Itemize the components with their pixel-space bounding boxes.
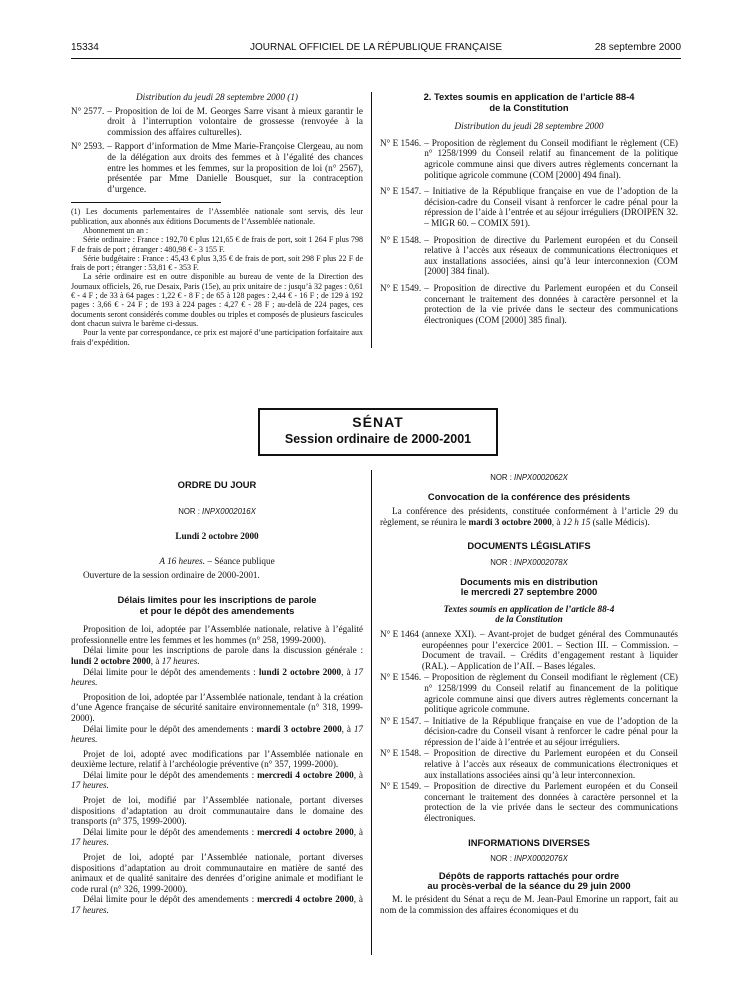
document-number: N° E 1546. <box>380 137 422 148</box>
document-text: – Initiative de la République française en vue de l’adoption de la décision-cadre du Conseil visant à renforcer le cadre pénal pour la répression de l’aide à l’entrée et au séjour irréguliers (DROIPEN 32. – MIGR 60. – COMIX 591). <box>424 186 678 228</box>
top-right-column <box>380 92 678 329</box>
amendment-deadline <box>71 770 363 791</box>
deadline-label: Délai limite pour le dépôt des amendements : <box>83 826 258 837</box>
nor-code: INPX0002078X <box>514 557 568 567</box>
convocation-date: mardi 3 octobre 2000 <box>468 516 552 527</box>
document-number: N° 2577. <box>71 105 105 116</box>
running-header <box>71 42 681 58</box>
nor-code: INPX0002076X <box>514 854 568 864</box>
footnote-line: (1) Les documents parlementaires de l’Assemblée nationale sont servis, dès leur publication, aux abonnés aux éditions Documents de l’Assemblée nationale. <box>71 207 363 226</box>
nor-code: INPX0002062X <box>514 473 568 482</box>
deadline-date: mardi 3 octobre 2000 <box>256 723 342 734</box>
convocation-sep: , à <box>551 516 563 527</box>
texts-heading: Textes soumis en application de l’article 88-4 <box>443 603 615 614</box>
document-item <box>380 283 678 325</box>
footnote <box>71 207 363 346</box>
deadlines-heading-line2: et pour le dépôt des amendements <box>139 604 295 616</box>
document-item <box>380 138 678 180</box>
bill-description: Projet de loi, adopté par l’Assemblée nationale, portant diverses dispositions d’adaptation au droit communautaire en matière de santé des animaux et de qualité sanitaire des denrées d’origine animale et modifiant le code rural (n° 326, 1999-2000). <box>71 852 363 894</box>
legislative-documents-heading: DOCUMENTS LÉGISLATIFS <box>467 540 591 552</box>
document-number: N° E 1546. <box>380 672 422 683</box>
page-number: 15334 <box>71 42 99 53</box>
document-item <box>380 716 678 748</box>
deadline-sep: , à <box>341 723 354 734</box>
deadlines-heading: Délais limites pour les inscriptions de parole <box>117 593 317 605</box>
documents-distributed-date: le mercredi 27 septembre 2000 <box>460 586 598 598</box>
amendment-deadline <box>71 667 363 688</box>
deadline-sep: , à <box>353 769 364 780</box>
ordre-du-jour-title: ORDRE DU JOUR <box>177 479 257 490</box>
nor-reference <box>380 473 678 484</box>
document-text: – Proposition de directive du Parlement européen et du Conseil concernant le traitement des données à caractère personnel et la protection de la vie privée dans le secteur des communications électroniques (COM [2000] 385 final). <box>424 282 678 325</box>
document-item <box>71 106 363 138</box>
document-number: N° E 1549. <box>380 781 422 792</box>
deadline-sep: , à <box>341 666 354 677</box>
top-left-column <box>71 92 363 347</box>
footnote-line: Pour la vente par correspondance, ce prix est majoré d’une participation forfaitaire aux frais d’expédition. <box>71 328 363 347</box>
document-text: – Initiative de la République française en vue de l’adoption de la décision-cadre du Conseil visant à renforcer le cadre pénal pour la répression de l’aide à l’entrée et au séjour irréguliers. <box>424 715 678 747</box>
texts-heading-line2: de la Constitution <box>495 614 563 625</box>
document-item <box>380 748 678 780</box>
convocation-heading: Convocation de la conférence des présidents <box>427 490 631 502</box>
document-text: – Proposition de loi de M. Georges Sarre visant à mieux garantir le droit à l’interruption volontaire de grossesse (renvoyée à la commission des affaires culturelles). <box>107 105 363 137</box>
distribution-heading: Distribution du jeudi 28 septembre 2000 (1) <box>136 92 298 102</box>
amendment-deadline <box>71 724 363 745</box>
document-item <box>380 781 678 823</box>
deadline-hour: 17 heures. <box>71 780 109 791</box>
documents-distributed-heading: Documents mis en distribution <box>460 575 598 587</box>
deadline-date: lundi 2 octobre 2000 <box>71 655 151 666</box>
sitting-type: – Séance publique <box>205 555 275 566</box>
footnote-line: Série budgétaire : France : 45,43 € plus 3,35 € de frais de port, soit 298 F plus 22 F de frais de port ; étranger : 53,81 € - 353 F. <box>71 253 363 273</box>
nor-reference <box>380 854 678 865</box>
deadline-date: mercredi 4 octobre 2000 <box>257 769 354 780</box>
deadline-label: Délai limite pour le dépôt des amendements : <box>83 666 259 677</box>
amendment-deadline <box>71 827 363 848</box>
reports-heading: Dépôts de rapports rattachés pour ordre <box>438 869 620 881</box>
session-opening: Ouverture de la session ordinaire de 2000-2001. <box>83 570 260 581</box>
speaking-deadline <box>71 645 363 666</box>
miscellaneous-heading: INFORMATIONS DIVERSES <box>468 836 590 848</box>
section-heading-line2: de la Constitution <box>489 101 569 113</box>
deadline-date: mercredi 4 octobre 2000 <box>257 894 354 905</box>
header-rule <box>71 58 681 59</box>
bottom-column-divider <box>371 470 372 955</box>
document-item <box>380 235 678 277</box>
deadline-label: Délai limite pour le dépôt des amendements : <box>83 894 258 905</box>
nor-reference <box>71 507 363 518</box>
journal-title: JOURNAL OFFICIEL DE LA RÉPUBLIQUE FRANÇAISE <box>249 42 503 53</box>
deadline-hour: 17 heures. <box>71 905 109 915</box>
document-number: N° 2593. <box>71 141 105 152</box>
nor-label: NOR : <box>490 854 515 864</box>
document-number: N° E 1547. <box>380 186 422 197</box>
deadline-sep: , à <box>353 826 364 837</box>
deadline-date: mercredi 4 octobre 2000 <box>257 826 354 837</box>
document-number: N° E 1464 <box>380 628 419 639</box>
nor-code: INPX0002016X <box>202 506 256 516</box>
nor-reference <box>380 558 678 569</box>
footnote-rule <box>71 202 221 203</box>
convocation-body: La conférence des présidents, constituée conformément à l’article 29 du règlement, se réunira le <box>380 506 678 527</box>
document-number: N° E 1547. <box>380 715 422 726</box>
section-heading: 2. Textes soumis en application de l’article 88-4 <box>423 91 635 102</box>
bill-description: Projet de loi, modifié par l’Assemblée nationale, portant diverses dispositions d’adaptation au droit communautaire dans le domaine des transports (n° 375, 1999-2000). <box>71 795 363 827</box>
sitting-time <box>71 556 363 567</box>
document-text: – Proposition de règlement du Conseil modifiant le règlement (CE) n° 1258/1999 du Conseil relatif au financement de la politique agricole commune ainsi que divers autres règlements concernant la politique agricole commune (COM [2000] 494 final). <box>424 137 678 180</box>
convocation-text <box>380 506 678 527</box>
nor-label: NOR : <box>178 506 203 516</box>
right-column <box>380 473 678 915</box>
bill-description: Proposition de loi, adoptée par l’Assemblée nationale, tendant à la création d’une Agence française de sécurité sanitaire environnementale (n° 318, 1999-2000). <box>71 691 363 723</box>
senat-title: SÉNAT <box>352 414 404 430</box>
distribution-heading: Distribution du jeudi 28 septembre 2000 <box>454 121 604 132</box>
nor-label: NOR : <box>490 557 515 567</box>
bill-description: Proposition de loi, adoptée par l’Assemblée nationale, relative à l’égalité professionnelle entre les femmes et les hommes (n° 258, 1999-2000). <box>71 624 363 645</box>
deadline-hour: 17 heures. <box>71 837 109 848</box>
footnote-line: Série ordinaire : France : 192,70 € plus 121,65 € de frais de port, soit 1 264 F plus 798 F de frais de port ; étranger : 480,98 € - 3 155 F. <box>71 235 363 254</box>
deadline-sep: , à <box>353 894 364 905</box>
document-number: N° E 1548. <box>380 234 422 245</box>
document-text: (annexe XXI). – Avant-projet de budget général des Communautés européennes pour l’exercice 2001. – Section III. – Commission. – Document de travail. – Crédits d’engagement restant à liquider (RAL). – Application de l’AII. – Bases légales. <box>421 628 678 671</box>
session-title: Session ordinaire de 2000-2001 <box>284 432 472 446</box>
ordre-du-jour-column <box>71 480 363 916</box>
deadline-hour: 17 heures. <box>161 655 200 666</box>
issue-date: 28 septembre 2000 <box>594 42 681 53</box>
bill-description: Projet de loi, adopté avec modifications par l’Assemblée nationale en deuxième lecture, relatif à l’archéologie préventive (n° 357, 1999-2000). <box>71 748 363 770</box>
reports-heading-line2: au procès-verbal de la séance du 29 juin 2000 <box>427 880 631 892</box>
document-text: – Proposition de directive du Parlement européen et du Conseil concernant le traitement des données à caractère personnel et la protection de la vie privée dans le secteur des communications électroniques. <box>424 781 678 824</box>
senat-title-box <box>258 408 498 456</box>
convocation-hour: 12 h 15 <box>562 516 591 527</box>
deadline-label: Délai limite pour le dépôt des amendements : <box>83 769 258 780</box>
document-item <box>380 629 678 671</box>
document-text: – Proposition de directive du Parlement européen et du Conseil relative à l’accès aux réseaux de communications électroniques et aux installations associées ainsi qu’à leur interconnexion. <box>424 748 678 780</box>
document-text: – Proposition de règlement du Conseil modifiant le règlement (CE) n° 1258/1999 du Conseil relatif au financement de la politique agricole commune ainsi que divers autres règlements concernant la politique agricole commune. <box>424 672 678 715</box>
document-text: – Proposition de directive du Parlement européen et du Conseil relative à l’accès aux réseaux de communications électroniques et aux installations associées, ainsi qu’à leur interconnexion (COM [2000] 384 final). <box>424 234 678 277</box>
document-number: N° E 1549. <box>380 282 422 293</box>
footnote-line: Abonnement un an : <box>83 225 149 235</box>
top-column-divider <box>371 92 372 348</box>
deadline-hour: 17 heures. <box>71 666 364 688</box>
convocation-place: (salle Médicis). <box>590 516 650 527</box>
deadline-date: lundi 2 octobre 2000 <box>258 666 342 677</box>
deadline-sep: , à <box>150 655 162 666</box>
sitting-date: Lundi 2 octobre 2000 <box>175 531 259 542</box>
sitting-hour: A 16 heures. <box>159 555 206 566</box>
document-item <box>380 186 678 228</box>
footnote-line: La série ordinaire est en outre disponible au bureau de vente de la Direction des Journaux officiels, 26, rue Desaix, Paris (15e), au prix unitaire de : jusqu’à 32 pages : 0,61 € - 4 F ; de 33 à 64 pages : 1,22 € - 8 F ; de 65 à 128 pages : 2,44 € - 16 F ; de 129 à 192 pages : 3,66 € - 24 F ; de 193 à 224 pages : 4,27 € - 28 F ; au-delà de 224 pages, ces documents seront considérés comme doubles ou triples et composés de plusieurs fascicules dont chacun suivra le barème ci-dessus. <box>71 272 363 328</box>
document-text: – Rapport d’information de Mme Marie-Françoise Clergeau, au nom de la délégation aux droits des femmes et à l’égalité des chances entre les hommes et les femmes, sur la proposition de loi (n° 2567), présentée par Mme Danielle Bousquet, sur la contraception d’urgence. <box>107 141 363 194</box>
document-item <box>380 672 678 714</box>
nor-label: NOR : <box>490 473 515 482</box>
deadline-label: Délai limite pour les inscriptions de parole dans la discussion générale : <box>83 645 363 656</box>
deadline-hour: 17 heures. <box>71 723 364 745</box>
deadline-label: Délai limite pour le dépôt des amendements : <box>83 723 257 734</box>
document-item <box>71 141 363 194</box>
document-number: N° E 1548. <box>380 748 422 759</box>
amendment-deadline <box>71 894 363 915</box>
reports-text: M. le président du Sénat a reçu de M. Jean-Paul Emorine un rapport, fait au nom de la commission des affaires économiques et du <box>380 894 678 915</box>
